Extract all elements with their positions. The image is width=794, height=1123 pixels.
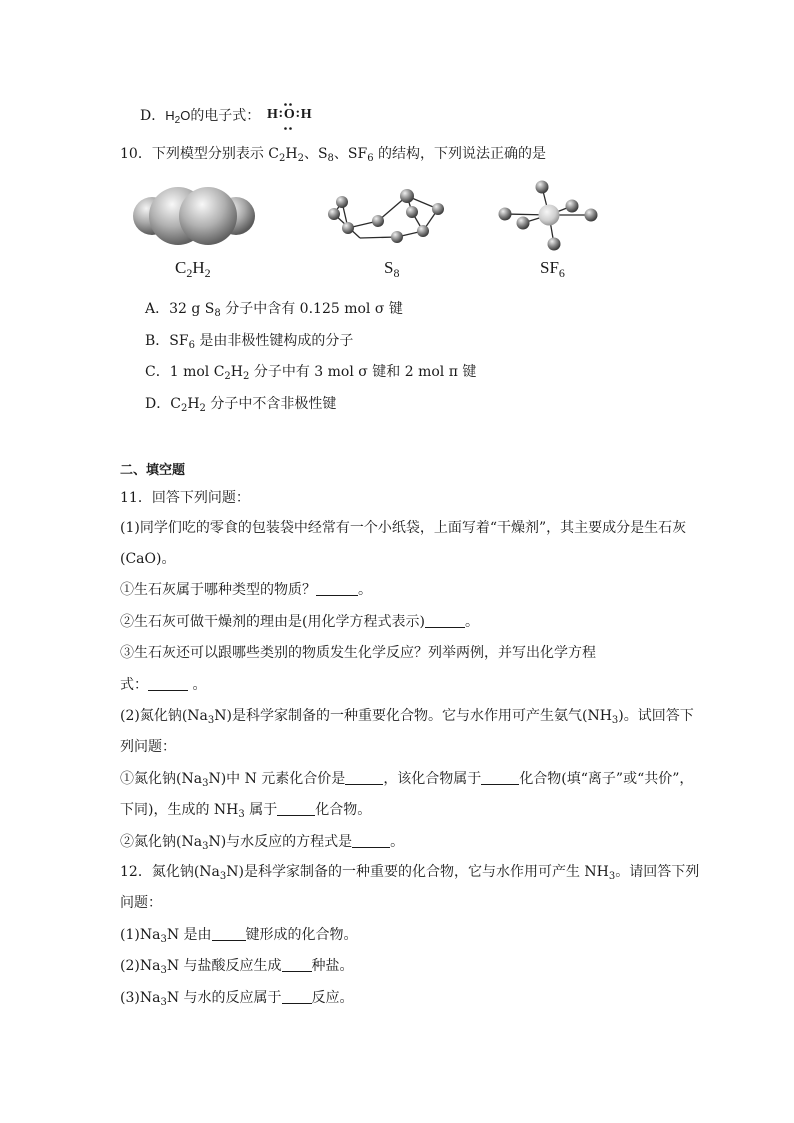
q11-p1-q2: ②生石灰可做干燥剂的理由是(用化学方程式表示) 。 [120,614,479,630]
q11-stem: 11．回答下列问题： [120,490,250,506]
s8-atom [432,203,444,215]
q11-p2-line2: 列问题： [120,739,176,755]
q10-option-d: D．$C_2H_2$ 分子中不含非极性键 [145,396,337,414]
s8-atom [406,206,418,218]
sf6-caption: $SF_6$ [540,258,565,280]
q9-option-d: D．$H_2O$的电子式： [140,108,261,126]
q11-p2-line1: (2)氮化钠$(Na_3N)$是科学家制备的一种重要化合物。它与水作用可产生氨气$(NH_3)$。试回答下 [120,708,694,726]
s8-caption: $S_8$ [384,258,400,280]
sf6-sulfur-atom [539,205,560,226]
answer-blank[interactable] [345,770,383,785]
sf6-fluorine-atom [536,181,549,194]
q11-p1-line1: (1)同学们吃的零食的包装袋中经常有一个小纸袋，上面写着“干燥剂”，其主要成分是生石灰 [120,520,687,536]
s8-atom [336,196,348,208]
q11-p2-q2: ②氮化钠$(Na_3N)$与水反应的方程式是 。 [120,834,405,852]
electron-dots [280,103,302,133]
answer-blank[interactable] [282,989,312,1004]
h2o-formula: $H_2O$ [165,108,191,126]
sf6-fluorine-atom [517,217,530,230]
s8-atom [400,189,414,203]
q10-option-b: B．$SF_6$ 是由非极性键构成的分子 [145,333,354,351]
answer-blank[interactable] [316,581,358,596]
q11-p2-q1: ①氮化钠$(Na_3N)$中 N 元素化合价是 ，该化合物属于 化合物(填“离子”或“共价”， [120,771,694,789]
q10-option-c: C．1 mol $C_2H_2$ 分子中有 3 mol σ 键和 2 mol π 键 [145,364,477,382]
sf6-fluorine-atom [499,208,512,221]
q12-p2: $(2)Na_3N$ 与盐酸反应生成 种盐。 [120,958,354,976]
answer-blank[interactable] [212,926,246,941]
answer-blank[interactable] [481,770,519,785]
s8-atom [417,225,429,237]
answer-blank[interactable] [277,801,315,816]
q12-stem: 12．氮化钠$(Na_3N)$是科学家制备的一种重要的化合物，它与水作用可产生 $NH_3$。请回答下列 [120,864,700,882]
c2h2-space-filling-model [128,184,260,248]
section-title: 二、填空题 [120,463,186,478]
q11-p1-q3-line1: ③生石灰还可以跟哪些类别的物质发生化学反应？列举两例，并写出化学方程 [120,645,596,661]
answer-blank[interactable] [282,957,312,972]
answer-blank[interactable] [148,676,188,691]
q12-stem-line2: 问题： [120,895,162,911]
q12-p3: $(3)Na_3N$ 与水的反应属于 反应。 [120,990,354,1008]
c2h2-caption: $C_2H_2$ [175,258,211,280]
c2h2-carbon-right [179,187,237,245]
q10-option-a: A．32 g $S_8$ 分子中含有 0.125 mol σ 键 [145,301,403,319]
s8-atom [372,215,384,227]
h2o-electron-formula: H:O:H [267,106,312,122]
q11-p1-q1: ①生石灰属于哪种类型的物质？ 。 [120,582,372,598]
q11-p1-line2: (CaO)。 [120,551,176,567]
sf6-ball-stick-model [492,178,602,258]
answer-blank[interactable] [425,613,465,628]
sf6-fluorine-atom [585,209,598,222]
s8-ball-stick-model [320,184,455,254]
answer-blank[interactable] [352,833,390,848]
sf6-fluorine-atom [566,200,579,213]
s8-atom [328,208,340,220]
s8-atom [391,231,403,243]
q10-stem: 10．下列模型分别表示 $C_2H_2$、$S_8$、$SF_6$ 的结构，下列说法正确的是 [120,146,547,164]
q12-p1: $(1)Na_3N$ 是由 键形成的化合物。 [120,927,358,945]
q11-p1-q3-line2: 式： 。 [120,677,207,693]
sf6-fluorine-atom [548,238,561,251]
s8-atom [342,222,354,234]
q11-p2-q1-line2: 下同)，生成的 $NH_3$ 属于 化合物。 [120,802,372,820]
